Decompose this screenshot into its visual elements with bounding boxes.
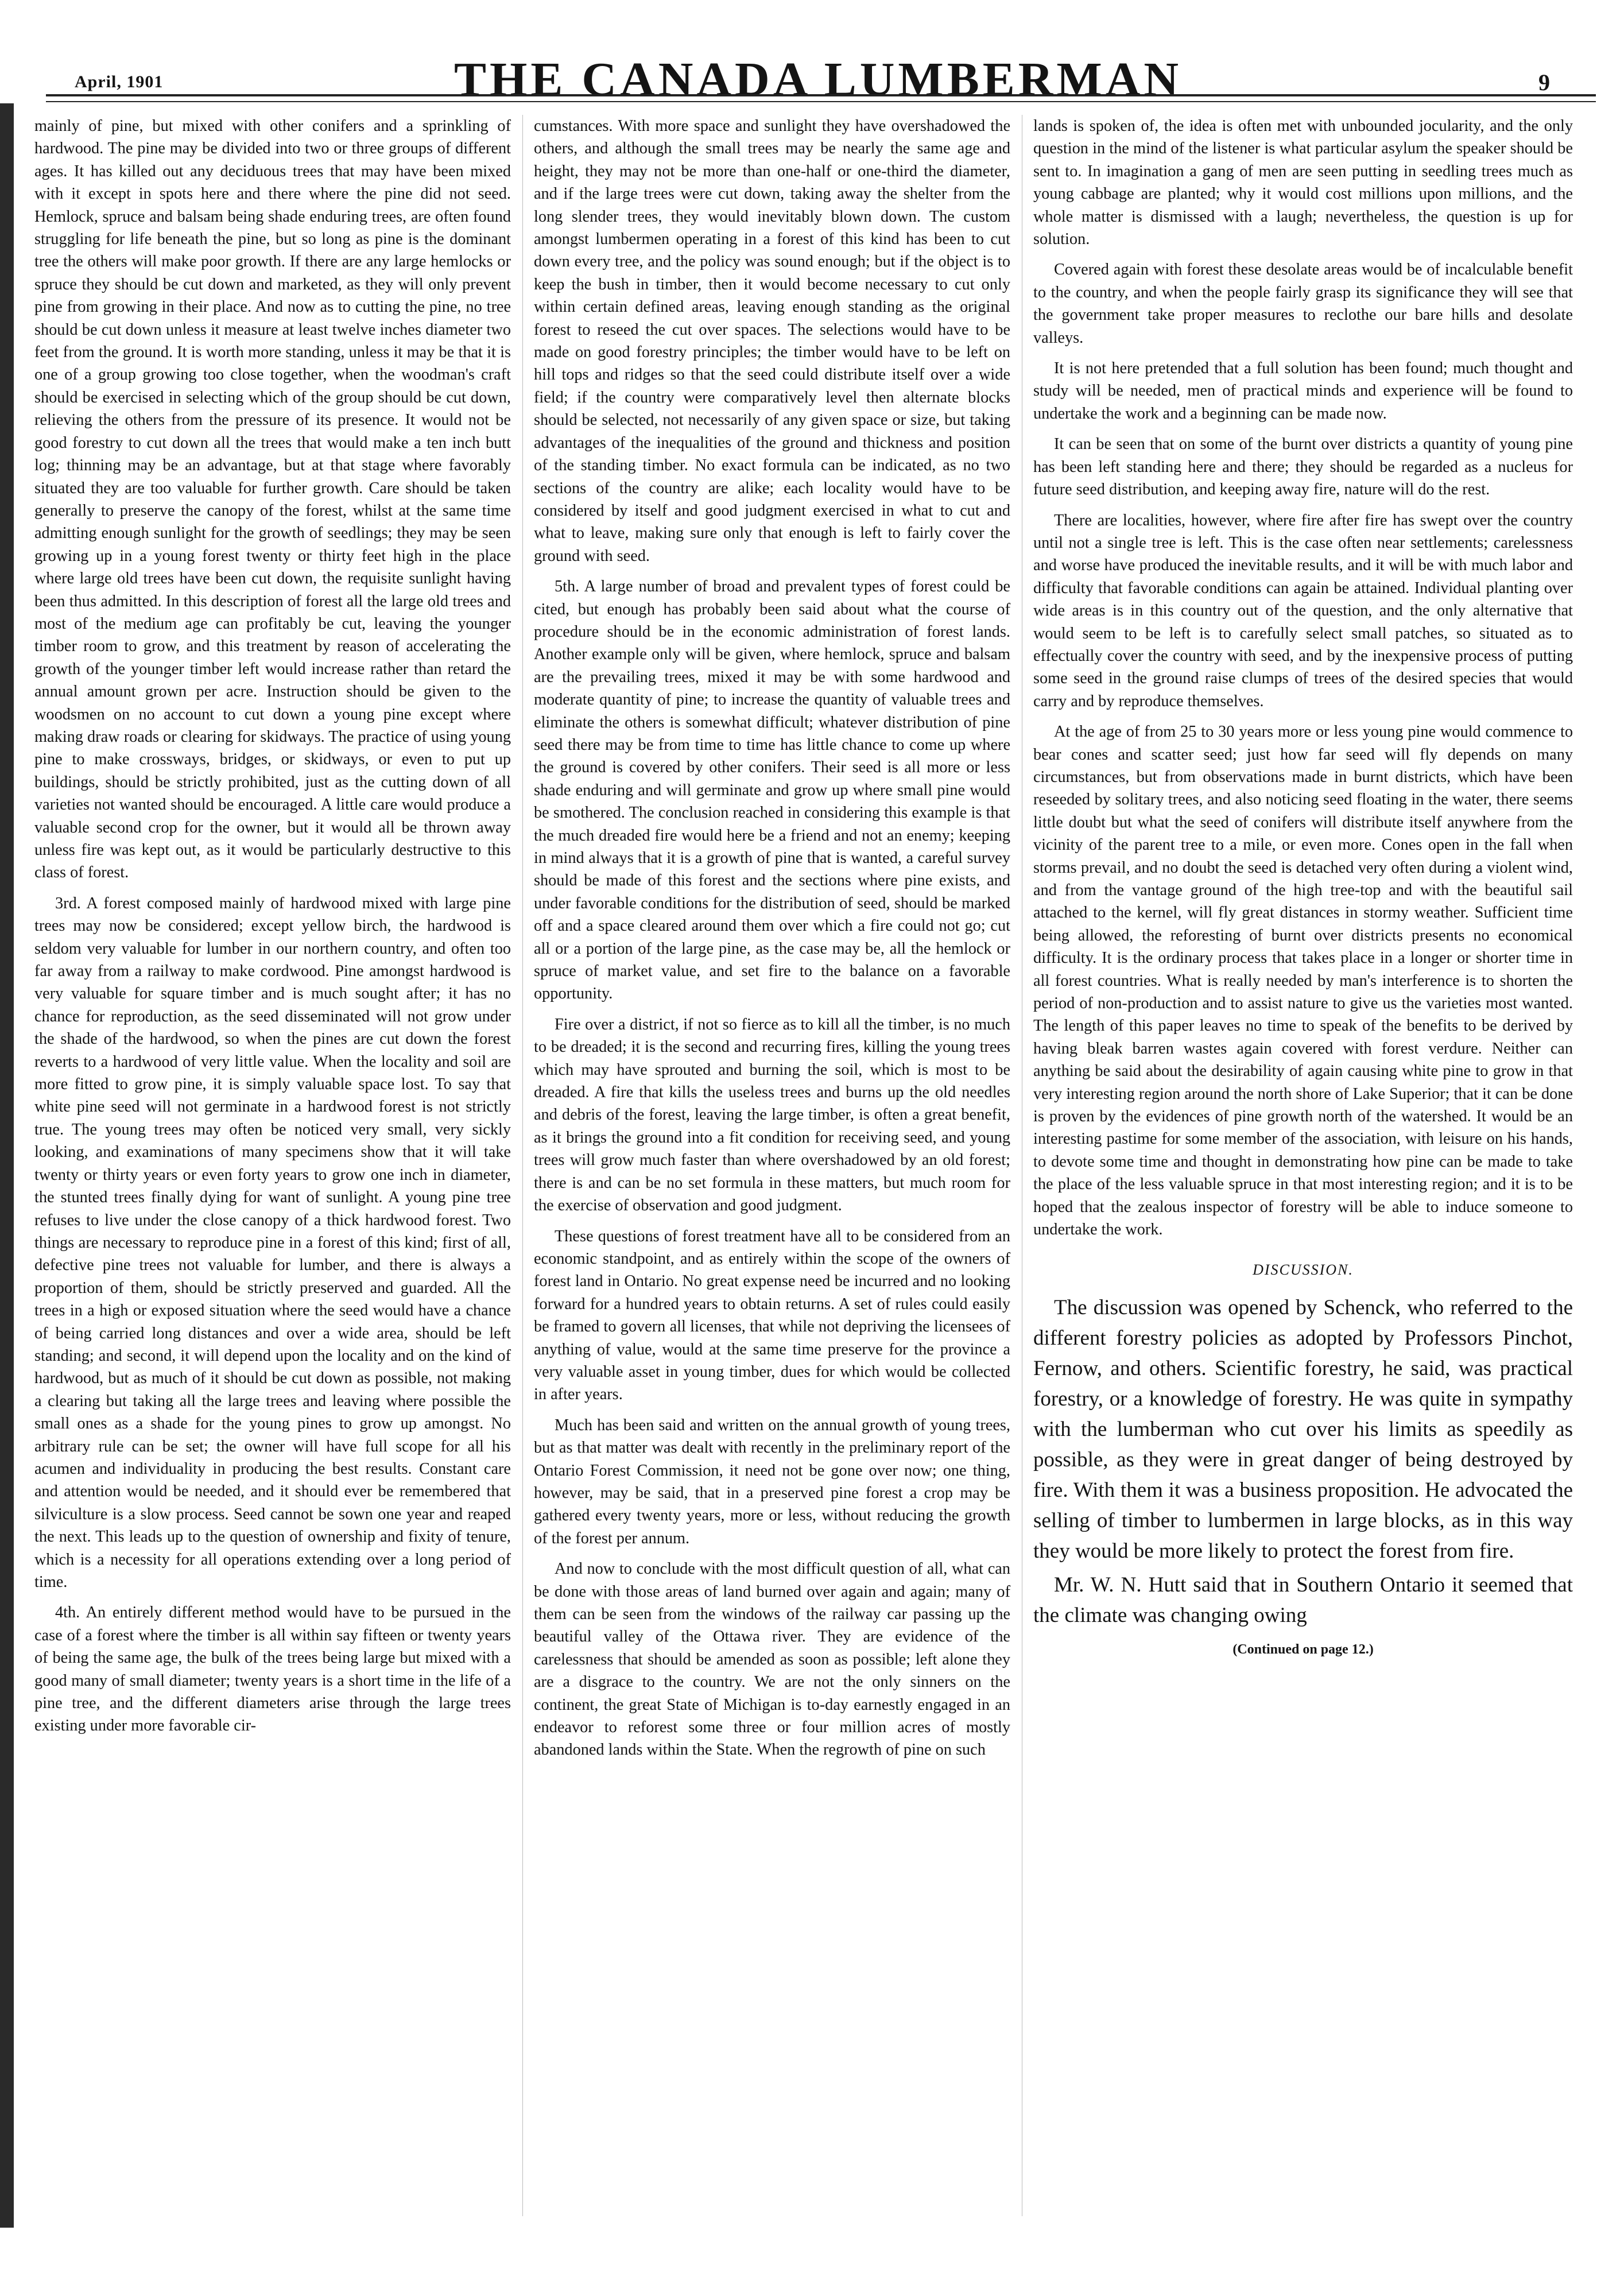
paragraph: lands is spoken of, the idea is often met with unbounded jocularity, and the only question in the mind of the listener is what particular asylum the speaker should be sent to. In imagination a gang of men are seen putting in seedling trees much as young cabbage are planted; why it would cost millions upon millions, and the whole matter is dismissed with a laugh; nevertheless, the question is up for solution.: [1033, 117, 1573, 249]
paragraph: 5th. A large number of broad and prevalent types of forest could be cited, but enough has probably been said about what the course of procedure should be in the economic administration of forest lands. Another example only will be given, where hemlock, spruce and balsam are the prevailing trees, mixed it may be with some hardwood and moderate quantity of pine; to increase the quantity of valuable trees and eliminate the others is somewhat difficult; whatever distribution of pine seed there may be from time to time has little chance to come up where the ground is covered by other conifers. Their seed is all more or less shade enduring and will germinate and grow up where small pine would be smothered. The conclusion reached in considering this example is that the much dreaded fire would here be a friend and not an enemy; keeping in mind always that it is a growth of pine that is wanted, a careful survey should be made of this forest and the sections where pine exists, and under favorable conditions for the distribution of seed, should be marked off and a space cleared around them over which a fire could not go; cut all or a portion of the large pine, as the case may be, all the hemlock or spruce of market value, and set fire to the balance on a favorable opportunity.: [534, 578, 1010, 1003]
text-column-2: [534, 115, 1010, 1769]
page-number: 9: [1538, 69, 1550, 95]
discussion-heading: DISCUSSION.: [1253, 1261, 1354, 1278]
text-column-3: [1033, 115, 1573, 1661]
publication-title: THE CANADA LUMBERMAN: [454, 53, 1183, 106]
binding-edge: [0, 103, 14, 2228]
paragraph: cumstances. With more space and sunlight they have overshadowed the others, and although the small trees may be nearly the same age and height, they may not be more than one-half or one-third the diameter, and if the large trees were cut down, taking away the shelter from the long slender trees, they would inevitably blown down. The custom amongst lumbermen operating in a forest of this kind has been to cut down every tree, and the policy was sound enough; but if the object is to keep the bush in timber, then it would become necessary to cut only within certain defined areas, leaving enough standing as the original forest to reseed the cut over spaces. The selections would have to be made on good forestry principles; the timber would have to be left on hill tops and ridges so that the seed could distribute itself over a wide field; if the country were comparatively level then alternate blocks should be selected, not necessarily of any given space or size, but taking advantages of the inequalities of the ground and thickness and position of the standing timber. No exact formula can be indicated, as no two sections of the country are alike; each locality would have to be considered by itself and good judgment exercised in what to cut and what to leave, making sure only that enough is left to fairly cover the ground with seed.: [534, 117, 1010, 565]
paragraph: Fire over a district, if not so fierce as to kill all the timber, is no much to be dreaded; it is the second and recurring fires, killing the young trees which may have sprouted and burning the soil, which is most to be dreaded. A fire that kills the useless trees and burns up the old needles and debris of the forest, leaving the large timber, is often a great benefit, as it brings the ground into a fit condition for receiving seed, and young trees will grow much faster than where overshadowed by an old forest; there is and can be no set formula in these matters, but much room for the exercise of observation and good judgment.: [534, 1015, 1010, 1215]
paragraph: Mr. W. N. Hutt said that in Southern Ontario it seemed that the climate was changing owing: [1033, 1573, 1573, 1627]
paragraph: It can be seen that on some of the burnt over districts a quantity of young pine has been left standing here and there; they should be regarded as a nucleus for future seed distribution, and keeping away fire, nature will do the rest.: [1033, 435, 1573, 499]
paragraph: There are localities, however, where fire after fire has swept over the country until not a single tree is left. This is the case often near settlements; carelessness and worse have produced the inevitable results, and it will be with much labor and difficulty that favorable conditions can again be attained. Individual planting over wide areas is in this country out of the question, and the only alternative that would seem to be left is to carefully select small patches, so situated as to effectually cover the country with seed, and by the inexpensive process of putting some seed in the ground raise clumps of trees of the desired species that would carry and by reproduce themselves.: [1033, 511, 1573, 710]
paragraph: mainly of pine, but mixed with other conifers and a sprinkling of hardwood. The pine may be divided into two or three groups of different ages. It has killed out any deciduous trees that may have been mixed with it except in spots here and there where the pine did not seed. Hemlock, spruce and balsam being shade enduring trees, are often found struggling for life beneath the pine, but so long as pine is the dominant tree the others will make poor growth. If there are any large hemlocks or spruce they should be cut down and marketed, as they will only prevent pine from growing in their place. And now as to cutting the pine, no tree should be cut down unless it measure at least twelve inches diameter two feet from the ground. It is worth more standing, unless it may be that it is one of a group growing too close together, when the woodman's craft should be exercised in selecting which of the group should be cut down, relieving the others from the pressure of its presence. It would not be good forestry to cut down all the trees that would make a ten inch butt log; thinning may be an advantage, but at that stage where favorably situated they are too valuable for further growth. Care should be taken generally to preserve the canopy of the forest, whilst at the same time admitting enough sunlight for the growth of seedlings; they may be seen growing up in a young forest twenty or thirty feet high in the place where large old trees have been cut down, the requisite sunlight having been thus admitted. In this description of forest all the large old trees and most of the medium age can profitably be cut, leaving the younger timber room to grow, and this treatment by reason of accelerating the growth of the younger timber left would increase rather than retard the annual amount grown per acre. Instruction should be given to the woodsmen on no account to cut down a young pine except where making draw roads or clearing for skidways. The practice of using young pine to make crossways, bridges, or skidways, or even to put up buildings, should be strictly prohibited, just as the cutting down of all varieties not wanted should be encouraged. A little care would produce a valuable second crop for the owner, but it would all be thrown away unless fire was kept out, as it would be particularly destructive to this class of forest.: [34, 117, 511, 882]
continued-note: (Continued on page 12.): [1232, 1641, 1374, 1657]
issue-date: April, 1901: [75, 72, 164, 91]
paragraph: At the age of from 25 to 30 years more or less young pine would commence to bear cones and scatter seed; just how far seed will fly depends on many circumstances, but from observations made in burnt districts, which have been reseeded by solitary trees, and also noticing seed floating in the water, there seems little doubt but what the seed of conifers will distribute itself anywhere from the vicinity of the parent tree to a mile, or even more. Cones open in the fall when storms prevail, and no doubt the seed is detached very often during a violent wind, and from the vantage ground of the high tree-top and with the beautiful sail attached to the kernel, will fly great distances in stormy weather. Sufficient time being allowed, the reforesting of burnt over districts presents no economical difficulty. It is the ordinary process that takes place in a longer or shorter time in all forest countries. What is really needed by man's interference is to shorten the period of non-production and to assist nature to give us the varieties most wanted. The length of this paper leaves no time to speak of the benefits to be derived by having bleak barren wastes again covered with forest verdure. Neither can anything be said about the desirability of again causing white pine to grow in that very interesting region around the north shore of Lake Superior; that it can be done is proven by the evidences of pine growth north of the watershed. It would be an interesting pastime for some member of the association, with leisure on his hands, to devote some time and thought in demonstrating how pine can be made to take the place of the less valuable spruce in that most interesting region; and it is to be hoped that the zealous inspector of forestry will be able to induce someone to undertake the work.: [1033, 723, 1573, 1239]
paragraph: The discussion was opened by Schenck, who referred to the different forestry policies as adopted by Professors Pinchot, Fernow, and others. Scientific forestry, he said, was practical forestry, or a knowledge of forestry. He was quite in sympathy with the lumberman who cut over his limits as speedily as possible, as they were in great danger of being destroyed by fire. With them it was a business proposition. He advocated the selling of timber to lumbermen in large blocks, as in this way they would be more likely to protect the forest from fire.: [1033, 1295, 1573, 1563]
paragraph: These questions of forest treatment have all to be considered from an economic standpoint, and as entirely within the scope of the owners of forest land in Ontario. No great expense need be incurred and no looking forward for a hundred years to obtain returns. A set of rules could easily be framed to govern all licenses, that while not depriving the licensees of anything of value, would at the same time preserve for the province a very valuable asset in young timber, dues for which would be collected in after years.: [534, 1227, 1010, 1404]
text-column-1: [34, 115, 511, 1745]
header-rule: [46, 94, 1596, 96]
header-rule-thin: [46, 101, 1596, 102]
paragraph: It is not here pretended that a full solution has been found; much thought and study will be needed, men of practical minds and experience will be found to undertake the work and a beginning can be made now.: [1033, 359, 1573, 423]
paragraph: Covered again with forest these desolate areas would be of incalculable benefit to the country, and when the people fairly grasp its significance they will see that the government take proper measures to reclothe our bare hills and desolate valleys.: [1033, 261, 1573, 347]
paragraph: And now to conclude with the most difficult question of all, what can be done with those areas of land burned over again and again; many of them can be seen from the windows of the railway car passing up the beautiful valley of the Ottawa river. They are evidence of the carelessness that should be amended as soon as possible; left alone they are a disgrace to the country. We are not the only sinners on the continent, the great State of Michigan is to-day earnestly engaged in an endeavor to reforest some three or four million acres of mostly abandoned lands within the State. When the regrowth of pine on such: [534, 1560, 1010, 1759]
paragraph: 3rd. A forest composed mainly of hardwood mixed with large pine trees may now be considered; except yellow birch, the hardwood is seldom very valuable for lumber in our northern country, and often too far away from a railway to make cordwood. Pine amongst hardwood is very valuable for square timber and is much sought after; it has no chance for reproduction, as the seed disseminated will not grow under the shade of the hardwood, so when the pines are cut down the forest reverts to a hardwood of very little value. When the locality and soil are more fitted to grow pine, it is simply valuable space lost. To say that white pine seed will not germinate in a hardwood forest is not strictly true. The young trees may often be noticed very small, very sickly looking, and examinations of many specimens show that it will take twenty or thirty years or even forty years to grow one inch in diameter, the stunted trees finally dying for want of sunlight. A young pine tree refuses to live under the close canopy of a thick hardwood forest. Two things are necessary to reproduce pine in a forest of this kind; first of all, defective pine trees not valuable for lumber, and there is always a proportion of them, should be strictly preserved and guarded. All the trees in a high or exposed situation where the seed would have a chance of being carried long distances and over a wide area, should be left standing; and second, it will depend upon the locality and on the kind of hardwood, but as much of it should be cut down as possible, not making a clearing but taking all the large trees and leaving where possible the small ones as a shade for the young pines to grow up amongst. No arbitrary rule can be set; the owner will have full scope for all his acumen and individuality in producing the best results. Constant care and attention would be needed, and it should ever be remembered that silviculture is a slow process. Seed cannot be sown one year and reaped the next. This leads up to the question of ownership and fixity of tenure, which is a necessity for all operations extending over a long period of time.: [34, 894, 511, 1591]
column-divider: [522, 115, 523, 2216]
paragraph: 4th. An entirely different method would have to be pursued in the case of a forest where the timber is all within say fifteen or twenty years of being the same age, the bulk of the trees being large but mixed with a good many of small diameter; twenty years is a short time in the life of a pine tree, and the different diameters arise through the large trees existing under more favorable cir-: [34, 1604, 511, 1735]
paragraph: Much has been said and written on the annual growth of young trees, but as that matter was dealt with recently in the preliminary report of the Ontario Forest Commission, it need not be gone over now; one thing, however, may be said, that in a preserved pine forest a crop may be gathered every twenty years, more or less, without reducing the growth of the forest per annum.: [534, 1416, 1010, 1547]
discussion-section: [1033, 1292, 1573, 1631]
masthead: [46, 34, 1590, 106]
